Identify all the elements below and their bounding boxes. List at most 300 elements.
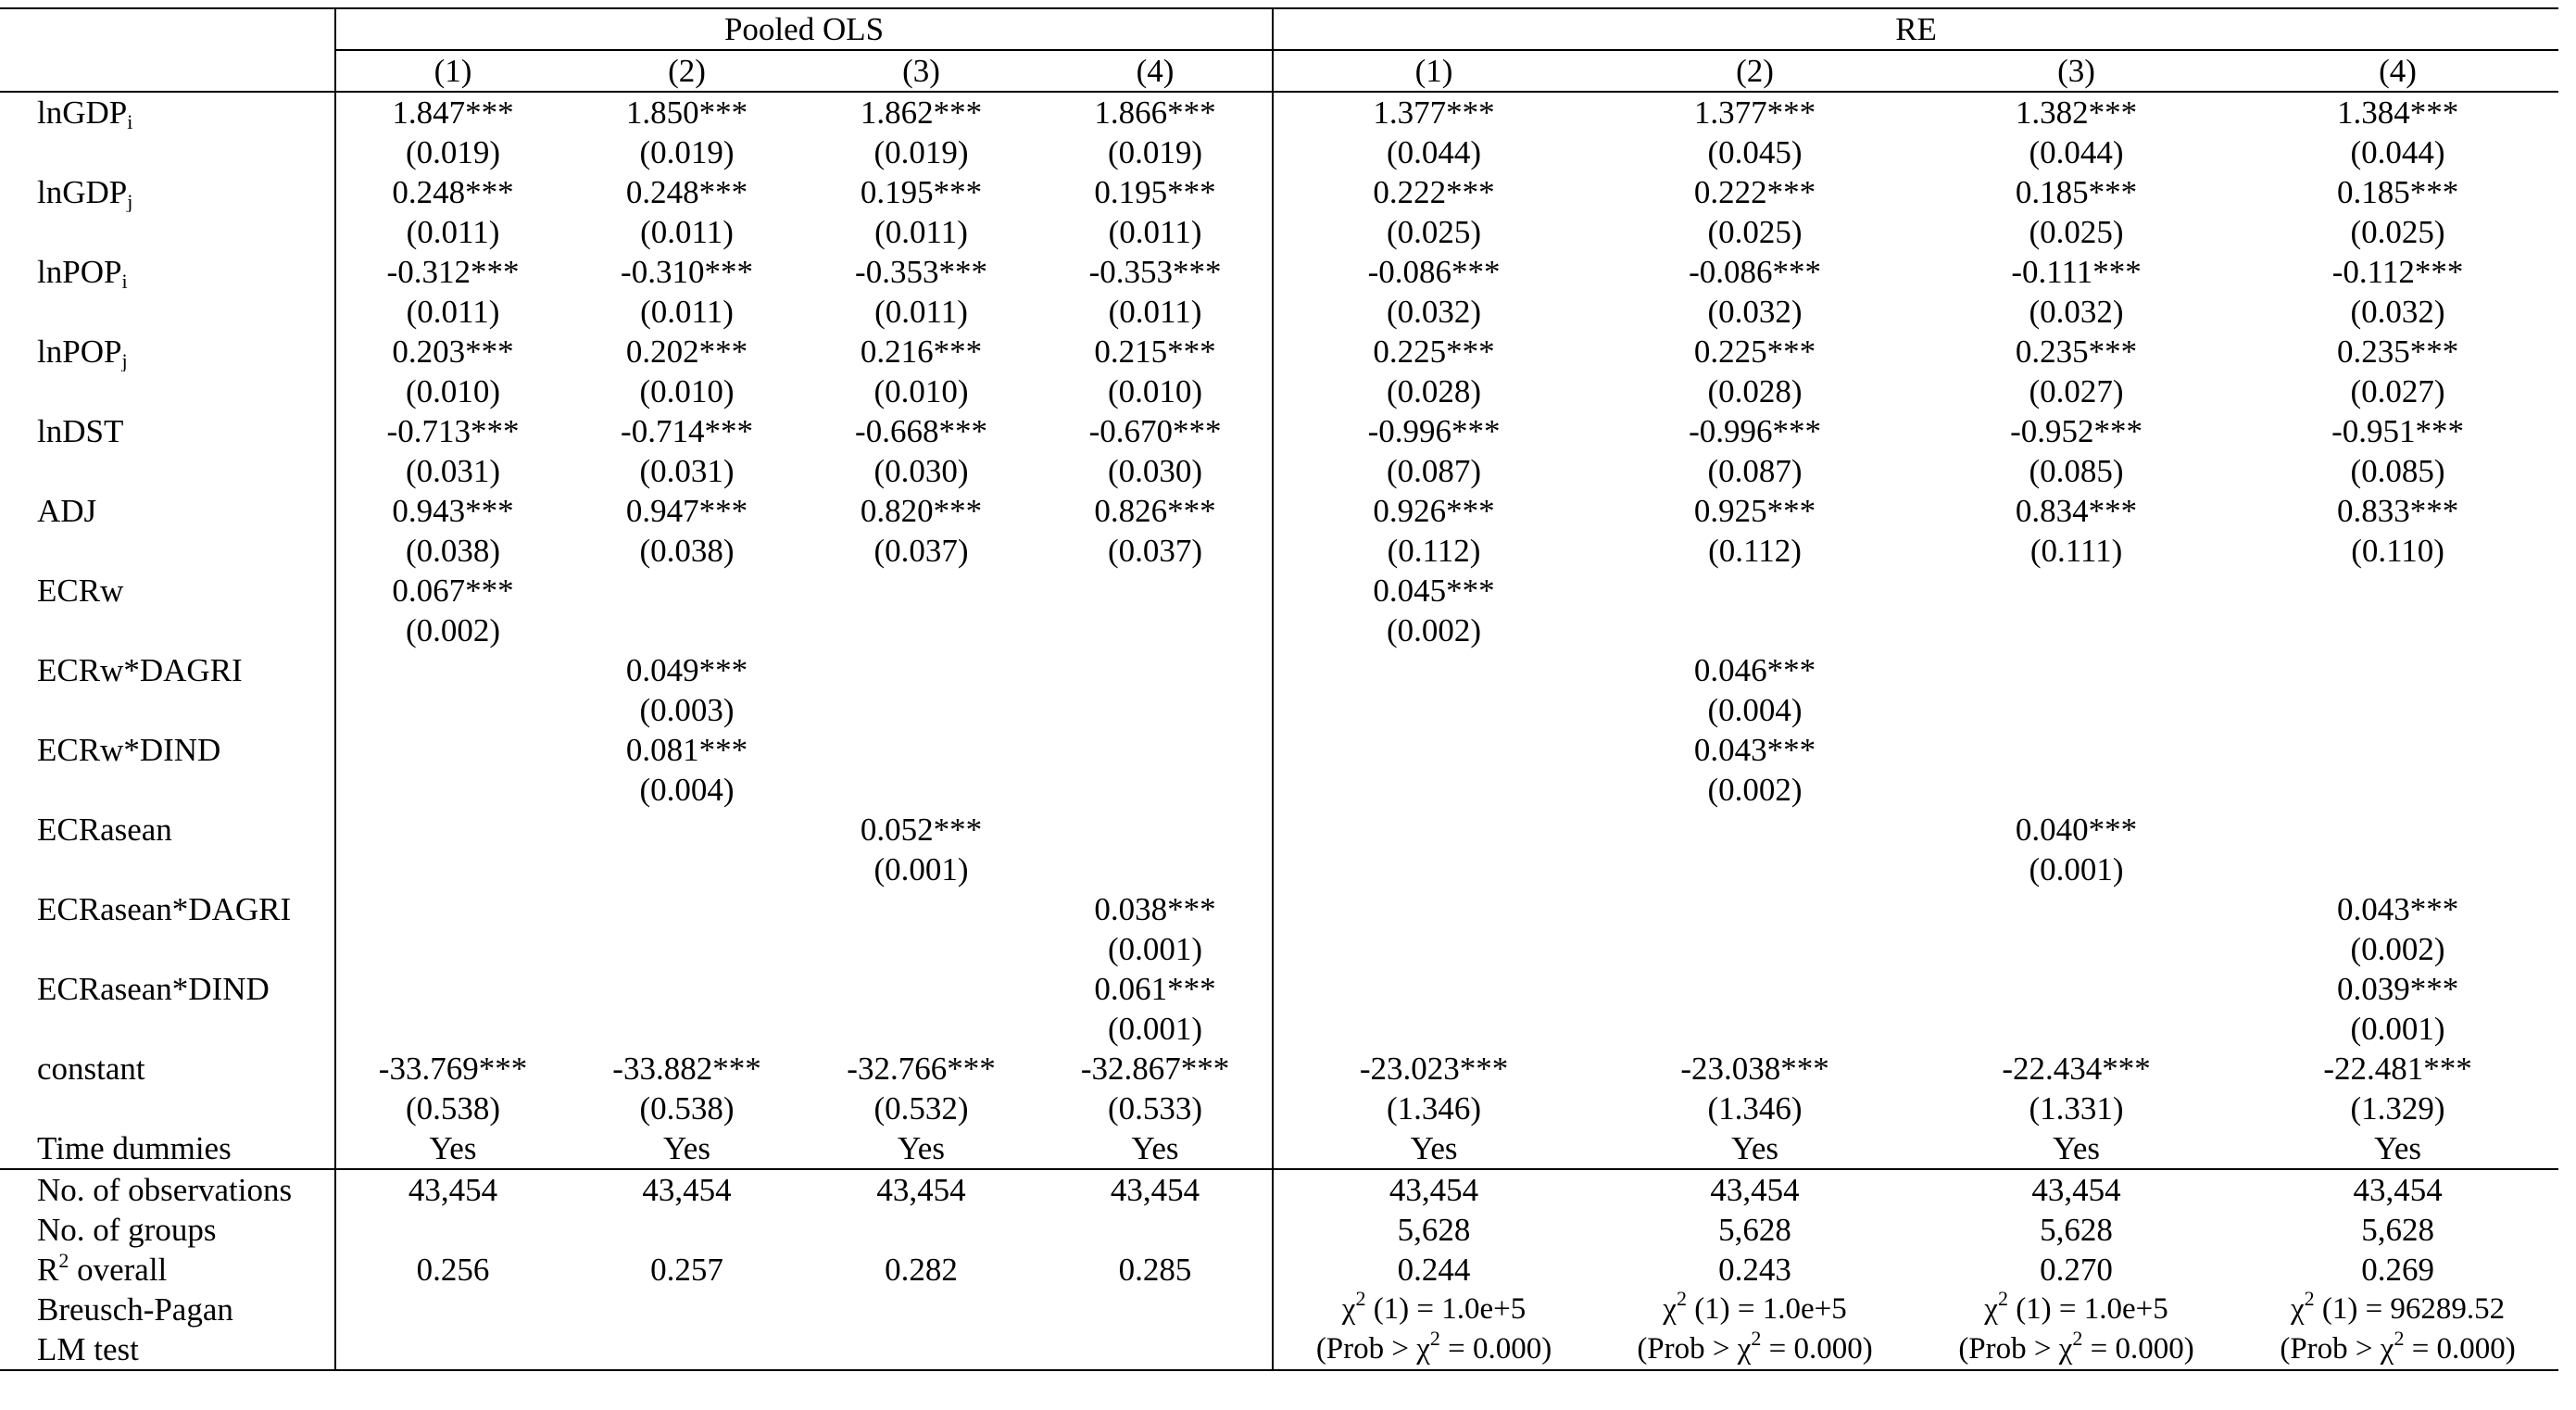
- std-error-cell: [1916, 611, 2237, 650]
- std-error-cell: [1594, 1009, 1916, 1049]
- coefficient-cell: -0.996***: [1689, 413, 1821, 449]
- std-error-cell: (0.001): [1107, 1011, 1203, 1047]
- table-row: [0, 1329, 2558, 1370]
- std-error-cell: (0.028): [1273, 371, 1594, 411]
- row-label: [0, 1009, 335, 1049]
- stat-cell: 43,454: [1916, 1169, 2237, 1210]
- superscript: 2: [58, 1250, 69, 1272]
- std-error-cell: [1594, 929, 1916, 969]
- stat-cell: 0.257: [650, 1252, 723, 1288]
- time-dummy-cell: Yes: [1131, 1130, 1179, 1166]
- stat-cell: 5,628: [1718, 1212, 1791, 1248]
- coefficient-cell: [335, 969, 570, 1009]
- coefficient-cell: -0.952***: [2010, 413, 2142, 449]
- coefficient-cell: -0.713***: [335, 411, 570, 451]
- std-error-cell: (0.030): [873, 453, 969, 489]
- chi-value: (1) = 1.0e+5: [2007, 1292, 2168, 1326]
- coefficient-cell: [2237, 650, 2558, 690]
- prob-prefix: (Prob >: [2280, 1332, 2381, 1366]
- std-error-cell: (0.011): [874, 294, 968, 330]
- coefficient-row: [0, 810, 2558, 850]
- std-error-cell: (0.037): [1107, 533, 1203, 569]
- stat-cell: 0.285: [1118, 1252, 1192, 1288]
- std-error-cell: (0.001): [1107, 931, 1203, 967]
- std-error-cell: [2237, 850, 2558, 889]
- std-error-cell: (0.533): [1107, 1090, 1203, 1127]
- coefficient-cell: 0.039***: [2336, 971, 2459, 1007]
- coefficient-cell: -0.714***: [621, 413, 753, 449]
- lm-test-cell: [1916, 1329, 2237, 1370]
- std-error-cell: (0.010): [639, 373, 735, 409]
- std-error-cell: (0.010): [1107, 373, 1203, 409]
- std-error-cell: (0.027): [2350, 373, 2445, 409]
- row-label: [0, 650, 335, 690]
- coefficient-cell: 0.203***: [335, 332, 570, 371]
- std-error-cell: (0.011): [1108, 214, 1202, 250]
- coefficient-cell: [335, 810, 570, 850]
- stat-cell: 43,454: [1273, 1169, 1594, 1210]
- std-error-cell: (0.112): [1273, 531, 1594, 571]
- coefficient-cell: 0.202***: [625, 334, 748, 370]
- coefficient-cell: 1.384***: [2336, 94, 2459, 131]
- coefficient-row: [0, 1049, 2558, 1089]
- row-label: LM test: [0, 1329, 335, 1370]
- regression-table: [0, 7, 2558, 1371]
- std-error-cell: (0.032): [2029, 294, 2124, 330]
- std-error-row: [0, 850, 2558, 889]
- superscript: 2: [2072, 1329, 2083, 1350]
- coefficient-cell: 1.377***: [1693, 94, 1816, 131]
- coefficient-cell: 0.834***: [2015, 493, 2138, 529]
- chi-symbol: χ: [1416, 1332, 1430, 1366]
- std-error-cell: (0.085): [2350, 453, 2445, 489]
- coefficient-cell: 1.382***: [2015, 94, 2138, 131]
- table-row: [0, 1290, 2558, 1329]
- chi-symbol: χ: [1737, 1332, 1752, 1366]
- std-error-cell: (0.031): [639, 453, 735, 489]
- std-error-cell: [804, 690, 1038, 730]
- lm-test-cell: [1273, 1329, 1594, 1370]
- std-error-cell: [1916, 770, 2237, 810]
- stat-cell: [1038, 1210, 1273, 1250]
- std-error-row: [0, 611, 2558, 650]
- group-header-re: RE: [1273, 8, 2558, 50]
- std-error-cell: (0.538): [639, 1090, 735, 1127]
- prob-suffix: = 0.000): [1439, 1332, 1552, 1366]
- row-label: [0, 929, 335, 969]
- superscript: 2: [2304, 1290, 2315, 1310]
- std-error-cell: (0.037): [873, 533, 969, 569]
- coefficient-cell: 1.862***: [860, 94, 983, 131]
- coefficient-cell: [1038, 571, 1273, 611]
- std-error-cell: (0.011): [335, 212, 570, 252]
- variable-name: ECRasean*DAGRI: [37, 891, 292, 927]
- coefficient-row: [0, 969, 2558, 1009]
- table-row: [0, 1250, 2558, 1290]
- row-label: [0, 889, 335, 929]
- stat-cell: 43,454: [335, 1169, 570, 1210]
- coefficient-cell: [804, 730, 1038, 770]
- std-error-row: [0, 132, 2558, 172]
- coefficient-cell: 1.377***: [1273, 92, 1594, 132]
- breusch-pagan-cell: [1594, 1290, 1916, 1329]
- column-number: (2): [570, 50, 804, 92]
- std-error-cell: [335, 929, 570, 969]
- coefficient-cell: [804, 571, 1038, 611]
- std-error-cell: (0.002): [1273, 611, 1594, 650]
- std-error-row: [0, 770, 2558, 810]
- std-error-row: [0, 690, 2558, 730]
- coefficient-cell: 0.052***: [860, 812, 983, 848]
- coefficient-cell: [1916, 730, 2237, 770]
- std-error-cell: (0.001): [2029, 851, 2124, 888]
- chi-symbol: χ: [1663, 1292, 1677, 1326]
- std-error-cell: (0.002): [335, 611, 570, 650]
- row-label: [0, 850, 335, 889]
- coefficient-cell: [1594, 969, 1916, 1009]
- stat-cell: 0.244: [1273, 1250, 1594, 1290]
- std-error-cell: (0.044): [2029, 134, 2124, 170]
- column-number: (3): [804, 50, 1038, 92]
- prob-prefix: (Prob >: [1315, 1332, 1417, 1366]
- row-label: [0, 1049, 335, 1089]
- coefficient-row: [0, 730, 2558, 770]
- column-number: (2): [1594, 50, 1916, 92]
- std-error-cell: [1038, 690, 1273, 730]
- std-error-cell: (0.025): [1707, 214, 1803, 250]
- row-label: Time dummies: [37, 1130, 232, 1166]
- breusch-pagan-cell: [2237, 1290, 2558, 1329]
- std-error-cell: (0.019): [335, 132, 570, 172]
- coefficient-cell: -23.038***: [1680, 1051, 1829, 1087]
- row-label: [0, 611, 335, 650]
- coefficient-cell: 0.215***: [1094, 334, 1216, 370]
- std-error-cell: (1.329): [2350, 1090, 2445, 1127]
- subscript: i: [121, 270, 128, 292]
- std-error-cell: (0.038): [335, 531, 570, 571]
- coefficient-cell: 0.225***: [1693, 334, 1816, 370]
- column-number-row: [0, 50, 2558, 92]
- time-dummy-cell: Yes: [1273, 1128, 1594, 1169]
- row-label: No. of observations: [0, 1169, 335, 1210]
- std-error-cell: [804, 611, 1038, 650]
- row-label: [0, 810, 335, 850]
- std-error-cell: (0.111): [2029, 533, 2123, 569]
- std-error-cell: (0.002): [1707, 772, 1803, 808]
- row-label: [0, 730, 335, 770]
- coefficient-cell: -32.867***: [1080, 1051, 1230, 1087]
- variable-name: ECRasean*DIND: [37, 971, 270, 1007]
- time-dummy-cell: Yes: [335, 1128, 570, 1169]
- lm-test-cell: [1594, 1329, 1916, 1370]
- chi-symbol: χ: [2290, 1292, 2305, 1326]
- coefficient-cell: 0.943***: [335, 491, 570, 531]
- std-error-row: [0, 929, 2558, 969]
- std-error-cell: (0.011): [640, 214, 734, 250]
- coefficient-cell: 0.043***: [2336, 891, 2459, 927]
- coefficient-cell: 1.866***: [1094, 94, 1216, 131]
- coefficient-cell: [1916, 969, 2237, 1009]
- stat-cell: 0.256: [335, 1250, 570, 1290]
- coefficient-cell: [1594, 889, 1916, 929]
- r-label: R: [37, 1252, 59, 1288]
- std-error-cell: (0.112): [1708, 533, 1802, 569]
- std-error-cell: [1273, 690, 1594, 730]
- std-error-cell: (0.019): [1107, 134, 1203, 170]
- coefficient-cell: 0.947***: [625, 493, 748, 529]
- row-label: [0, 571, 335, 611]
- superscript: 2: [1997, 1290, 2008, 1310]
- stat-cell: 5,628: [1273, 1210, 1594, 1250]
- std-error-cell: (0.001): [2350, 1011, 2445, 1047]
- std-error-cell: (0.030): [1107, 453, 1203, 489]
- coefficient-cell: 0.222***: [1273, 172, 1594, 212]
- coefficient-cell: [2237, 810, 2558, 850]
- label-rest: overall: [69, 1252, 168, 1288]
- std-error-cell: [1038, 850, 1273, 889]
- variable-name: lnDST: [37, 413, 124, 449]
- coefficient-cell: 0.046***: [1693, 652, 1816, 688]
- row-label: [0, 1250, 335, 1290]
- std-error-cell: [335, 690, 570, 730]
- stat-cell: 43,454: [1038, 1169, 1273, 1210]
- coefficient-cell: -0.086***: [1689, 254, 1821, 290]
- coefficient-row: [0, 332, 2558, 371]
- std-error-cell: (0.010): [335, 371, 570, 411]
- coefficient-cell: -23.023***: [1273, 1049, 1594, 1089]
- coefficient-cell: [1273, 889, 1594, 929]
- column-number: (4): [2237, 50, 2558, 92]
- std-error-cell: (0.087): [1707, 453, 1803, 489]
- coefficient-cell: [1038, 730, 1273, 770]
- lm-test-cell: [2237, 1329, 2558, 1370]
- coefficient-cell: 0.925***: [1693, 493, 1816, 529]
- coefficient-cell: 0.067***: [335, 571, 570, 611]
- stat-cell: 43,454: [1594, 1169, 1916, 1210]
- time-dummy-cell: Yes: [2053, 1130, 2101, 1166]
- table-row: [0, 1210, 2558, 1250]
- std-error-cell: [1273, 1009, 1594, 1049]
- stat-cell: 0.270: [2040, 1252, 2113, 1288]
- coefficient-cell: -0.312***: [335, 252, 570, 292]
- row-label: [0, 252, 335, 292]
- std-error-cell: [804, 1009, 1038, 1049]
- coefficient-cell: [335, 730, 570, 770]
- std-error-row: [0, 371, 2558, 411]
- coefficient-row: [0, 571, 2558, 611]
- coefficient-cell: [1038, 810, 1273, 850]
- row-label: [0, 371, 335, 411]
- superscript: 2: [1751, 1329, 1762, 1350]
- coefficient-cell: -0.670***: [1088, 413, 1222, 449]
- coefficient-cell: 0.043***: [1693, 732, 1816, 768]
- std-error-cell: [1038, 611, 1273, 650]
- coefficient-cell: 1.847***: [335, 92, 570, 132]
- coefficient-cell: 0.061***: [1094, 971, 1216, 1007]
- subscript: i: [127, 110, 133, 132]
- coefficient-cell: [1273, 969, 1594, 1009]
- coefficient-cell: 0.049***: [625, 652, 748, 688]
- variable-name: lnGDP: [37, 174, 128, 210]
- std-error-cell: [1273, 929, 1594, 969]
- coefficient-cell: 0.248***: [625, 174, 748, 210]
- coefficient-cell: [2237, 730, 2558, 770]
- row-label: [0, 92, 335, 132]
- std-error-cell: (0.032): [2350, 294, 2445, 330]
- std-error-cell: (0.011): [874, 214, 968, 250]
- std-error-cell: (0.003): [639, 692, 735, 728]
- stat-cell: 0.243: [1718, 1252, 1791, 1288]
- breusch-pagan-cell: [1273, 1290, 1594, 1329]
- coefficient-cell: -0.353***: [1088, 254, 1222, 290]
- row-label: [0, 1089, 335, 1128]
- std-error-cell: [1038, 770, 1273, 810]
- coefficient-cell: 0.216***: [860, 334, 983, 370]
- time-dummy-cell: Yes: [1731, 1130, 1779, 1166]
- coefficient-cell: -22.481***: [2323, 1051, 2472, 1087]
- variable-name: constant: [37, 1051, 145, 1087]
- std-error-cell: [1916, 929, 2237, 969]
- variable-name: lnPOP: [37, 254, 122, 290]
- stat-cell: 5,628: [2361, 1212, 2434, 1248]
- chi-symbol: χ: [2058, 1332, 2073, 1366]
- coefficient-cell: [1594, 810, 1916, 850]
- std-error-cell: (0.027): [2029, 373, 2124, 409]
- std-error-row: [0, 531, 2558, 571]
- std-error-cell: [1594, 850, 1916, 889]
- row-label: [0, 491, 335, 531]
- coefficient-cell: 0.248***: [335, 172, 570, 212]
- coefficient-cell: [570, 571, 804, 611]
- row-label: [0, 172, 335, 212]
- coefficient-cell: -22.434***: [2002, 1051, 2151, 1087]
- coefficient-cell: [335, 889, 570, 929]
- row-label: [0, 969, 335, 1009]
- std-error-cell: [570, 1009, 804, 1049]
- coefficient-row: [0, 172, 2558, 212]
- prob-prefix: (Prob >: [1637, 1332, 1738, 1366]
- std-error-cell: (0.044): [1273, 132, 1594, 172]
- std-error-cell: (0.538): [335, 1089, 570, 1128]
- coefficient-cell: -32.766***: [847, 1051, 996, 1087]
- coefficient-cell: 0.081***: [625, 732, 748, 768]
- coefficient-cell: -0.112***: [2331, 254, 2464, 290]
- variable-name: ECRw*DAGRI: [37, 652, 243, 688]
- coefficient-cell: -0.668***: [855, 413, 987, 449]
- stat-cell: 0.282: [885, 1252, 958, 1288]
- chi-symbol: χ: [1341, 1292, 1356, 1326]
- coefficient-cell: [2237, 571, 2558, 611]
- coefficient-cell: [1273, 650, 1594, 690]
- superscript: 2: [1429, 1329, 1440, 1350]
- variable-name: ADJ: [37, 493, 97, 529]
- std-error-row: [0, 292, 2558, 332]
- variable-name: lnGDP: [37, 94, 128, 131]
- std-error-cell: (0.087): [1273, 451, 1594, 491]
- coefficient-cell: -0.996***: [1273, 411, 1594, 451]
- std-error-cell: (0.019): [639, 134, 735, 170]
- coefficient-row: [0, 889, 2558, 929]
- std-error-cell: (0.011): [335, 292, 570, 332]
- subscript: j: [121, 349, 128, 371]
- coefficient-cell: 0.195***: [860, 174, 983, 210]
- std-error-cell: (0.532): [873, 1090, 969, 1127]
- std-error-cell: [335, 850, 570, 889]
- std-error-cell: (0.032): [1273, 292, 1594, 332]
- coefficient-cell: 0.225***: [1273, 332, 1594, 371]
- prob-suffix: = 0.000): [1761, 1332, 1873, 1366]
- std-error-cell: [1916, 690, 2237, 730]
- superscript: 2: [2394, 1329, 2405, 1350]
- coefficient-cell: -0.951***: [2331, 413, 2465, 449]
- coefficient-cell: [1038, 650, 1273, 690]
- row-label: Breusch-Pagan: [37, 1291, 233, 1328]
- coefficient-cell: 0.045***: [1273, 571, 1594, 611]
- breusch-pagan-cell: [1916, 1290, 2237, 1329]
- coefficient-cell: [570, 810, 804, 850]
- coefficient-cell: -0.086***: [1273, 252, 1594, 292]
- table-body: [0, 92, 2558, 1169]
- time-dummy-cell: Yes: [663, 1130, 710, 1166]
- coefficient-cell: -0.353***: [855, 254, 987, 290]
- coefficient-cell: 0.038***: [1094, 891, 1216, 927]
- time-dummies-row: [0, 1128, 2558, 1169]
- coefficient-cell: 0.926***: [1273, 491, 1594, 531]
- stat-cell: [335, 1210, 570, 1250]
- prob-prefix: (Prob >: [1958, 1332, 2059, 1366]
- row-label: [0, 132, 335, 172]
- std-error-cell: (0.011): [640, 294, 734, 330]
- std-error-cell: (0.002): [2350, 931, 2445, 967]
- superscript: 2: [1355, 1290, 1366, 1310]
- std-error-cell: (0.025): [2350, 214, 2445, 250]
- coefficient-cell: [1916, 650, 2237, 690]
- coefficient-cell: [804, 650, 1038, 690]
- stat-cell: [804, 1210, 1038, 1250]
- column-number: (4): [1038, 50, 1273, 92]
- std-error-cell: (0.028): [1707, 373, 1803, 409]
- coefficient-cell: [1273, 810, 1594, 850]
- coefficient-cell: [804, 889, 1038, 929]
- std-error-cell: [570, 929, 804, 969]
- std-error-cell: (0.085): [2029, 453, 2124, 489]
- coefficient-row: [0, 411, 2558, 451]
- std-error-cell: [804, 770, 1038, 810]
- group-header-row: [0, 8, 2558, 50]
- row-label: [0, 451, 335, 491]
- std-error-cell: [2237, 690, 2558, 730]
- group-header-pooled-ols: Pooled OLS: [335, 8, 1273, 50]
- std-error-cell: [570, 850, 804, 889]
- row-label: [0, 212, 335, 252]
- coefficient-cell: -33.769***: [335, 1049, 570, 1089]
- stat-cell: 0.269: [2361, 1252, 2434, 1288]
- coefficient-cell: 0.833***: [2336, 493, 2459, 529]
- variable-name: ECRw: [37, 573, 124, 609]
- coefficient-cell: [1916, 889, 2237, 929]
- chi-value: (1) = 1.0e+5: [1365, 1292, 1527, 1326]
- std-error-cell: [570, 611, 804, 650]
- std-error-cell: (0.004): [1707, 692, 1803, 728]
- std-error-cell: (0.004): [639, 772, 735, 808]
- variable-name: ECRw*DIND: [37, 732, 221, 768]
- std-error-cell: (0.019): [873, 134, 969, 170]
- coefficient-cell: [1594, 571, 1916, 611]
- std-error-cell: (1.331): [2029, 1090, 2124, 1127]
- std-error-cell: (0.025): [1273, 212, 1594, 252]
- std-error-row: [0, 451, 2558, 491]
- variable-name: ECRasean: [37, 812, 172, 848]
